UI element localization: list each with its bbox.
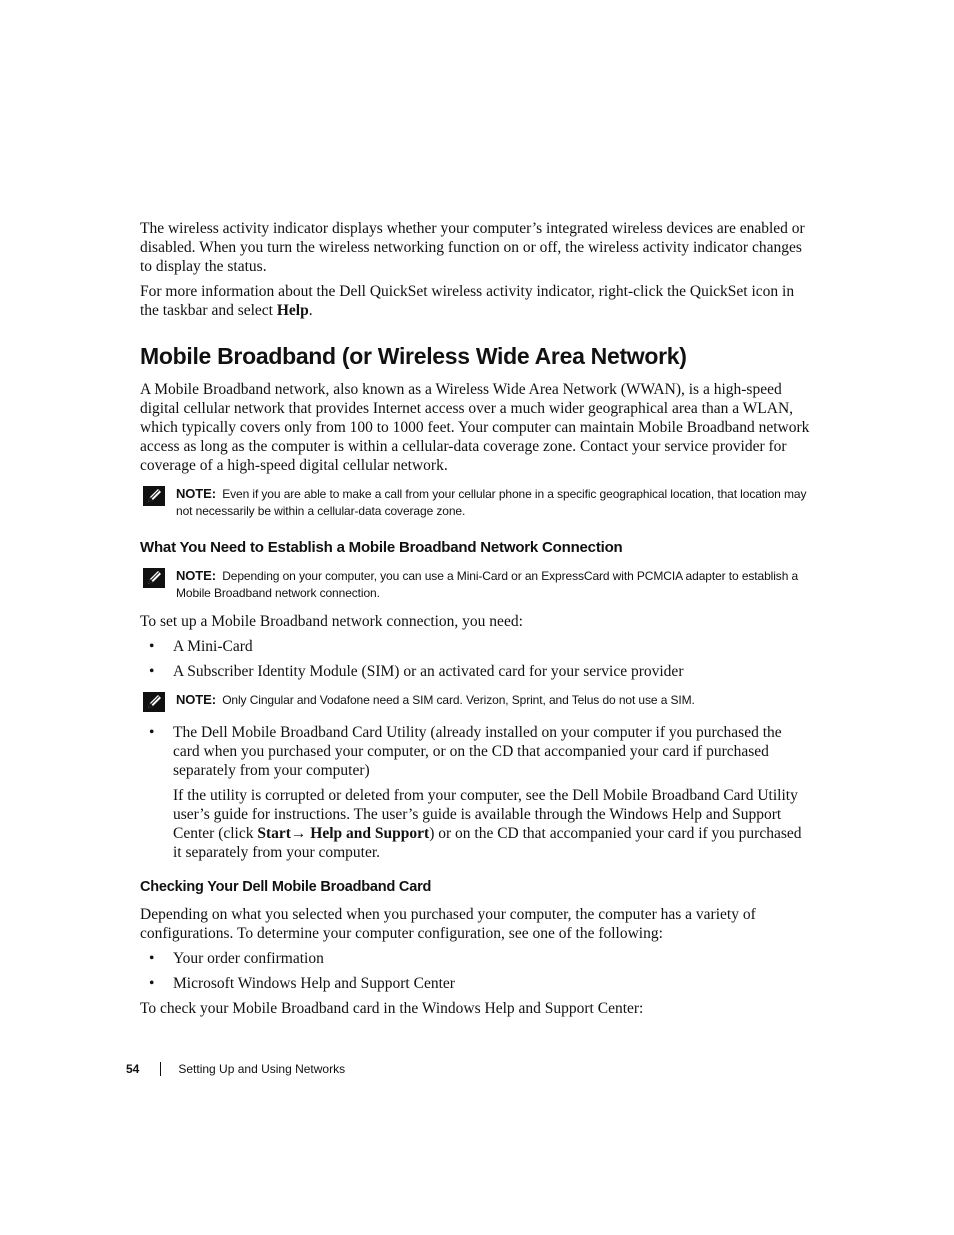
note-body: Depending on your computer, you can use a Mini-Card or an ExpressCard with PCMCIA adapter to establish a Mobile Broadband network connection. — [176, 569, 799, 600]
intro-paragraph-2 — [140, 282, 812, 320]
section-heading: Mobile Broadband (or Wireless Wide Area Network) — [140, 343, 687, 369]
note-text — [176, 567, 812, 602]
subsection-heading-checking: Checking Your Dell Mobile Broadband Card — [140, 879, 432, 895]
intro-paragraph-1: The wireless activity indicator displays whether your computer’s integrated wireless devices are enabled or disabled. When you turn the wireless networking function on or off, the wireless activity indicator changes to display the status. — [140, 220, 805, 275]
footer-divider — [160, 1062, 161, 1076]
list-item: • A Mini-Card — [140, 637, 812, 656]
note-text — [176, 691, 695, 709]
note-pencil-icon — [142, 567, 166, 589]
note-label: NOTE: — [176, 568, 216, 583]
note-sim — [140, 691, 812, 713]
utility-sub-text-end: ) or on the CD that accompanied your card if you purchased it separately from your computer. — [173, 825, 802, 861]
section-paragraph: A Mobile Broadband network, also known as a Wireless Wide Area Network (WWAN), is a high-speed digital cellular network that provides Internet access over a much wider geographical area than a WLAN, which typically covers only from 100 to 1000 feet. Your computer can maintain Mobile Broadband network access as long as the computer is within a cellular-data coverage zone. Contact your service provider for coverage of a high-speed digital cellular network. — [140, 381, 810, 474]
requirements-intro: To set up a Mobile Broadband network connection, you need: — [140, 613, 523, 630]
list-item — [140, 723, 812, 862]
note-pencil-icon — [142, 485, 166, 507]
note-body: Only Cingular and Vodafone need a SIM card. Verizon, Sprint, and Telus do not use a SIM. — [222, 693, 695, 707]
note-label: NOTE: — [176, 486, 216, 501]
intro-paragraph-2-end: . — [308, 302, 313, 319]
list-item: • A Subscriber Identity Module (SIM) or an activated card for your service provider — [140, 662, 812, 681]
utility-bullet-text: The Dell Mobile Broadband Card Utility (already installed on your computer if you purchased the card when you purchased your computer, or on the CD that accompanied your card if purchased separately from your computer) — [173, 724, 782, 779]
note-coverage — [140, 485, 812, 520]
note-card-options — [140, 567, 812, 602]
page-number: 54 — [126, 1062, 140, 1076]
start-help-path: Start→ Help and Support — [257, 825, 430, 842]
utility-list — [140, 723, 812, 862]
note-body: Even if you are able to make a call from your cellular phone in a specific geographical location, that location may not necessarily be within a cellular-data coverage zone. — [176, 487, 807, 518]
list-item: • Microsoft Windows Help and Support Center — [140, 974, 812, 993]
list-item: • Your order confirmation — [140, 949, 812, 968]
utility-sub-text: If the utility is corrupted or deleted from your computer, see the Dell Mobile Broadband Card Utility user’s guide for instructions. The user’s guide is available through the Windows Help and Support Center (click — [173, 787, 798, 842]
note-label: NOTE: — [176, 692, 216, 707]
note-text — [176, 485, 812, 520]
page-content — [140, 219, 812, 1024]
requirements-list — [140, 637, 812, 681]
checking-paragraph-1: Depending on what you selected when you purchased your computer, the computer has a variety of configurations. To determine your computer configuration, see one of the following: — [140, 906, 756, 942]
configuration-list — [140, 949, 812, 993]
intro-paragraph-2-text: For more information about the Dell QuickSet wireless activity indicator, right-click the QuickSet icon in the taskbar and select — [140, 283, 795, 319]
page-footer — [126, 1062, 345, 1076]
utility-subparagraph — [173, 786, 812, 862]
note-pencil-icon — [142, 691, 166, 713]
chapter-title: Setting Up and Using Networks — [178, 1062, 346, 1076]
checking-paragraph-2: To check your Mobile Broadband card in the Windows Help and Support Center: — [140, 1000, 644, 1017]
subsection-heading-requirements: What You Need to Establish a Mobile Broadband Network Connection — [140, 539, 623, 556]
help-menu-reference: Help — [276, 302, 309, 319]
